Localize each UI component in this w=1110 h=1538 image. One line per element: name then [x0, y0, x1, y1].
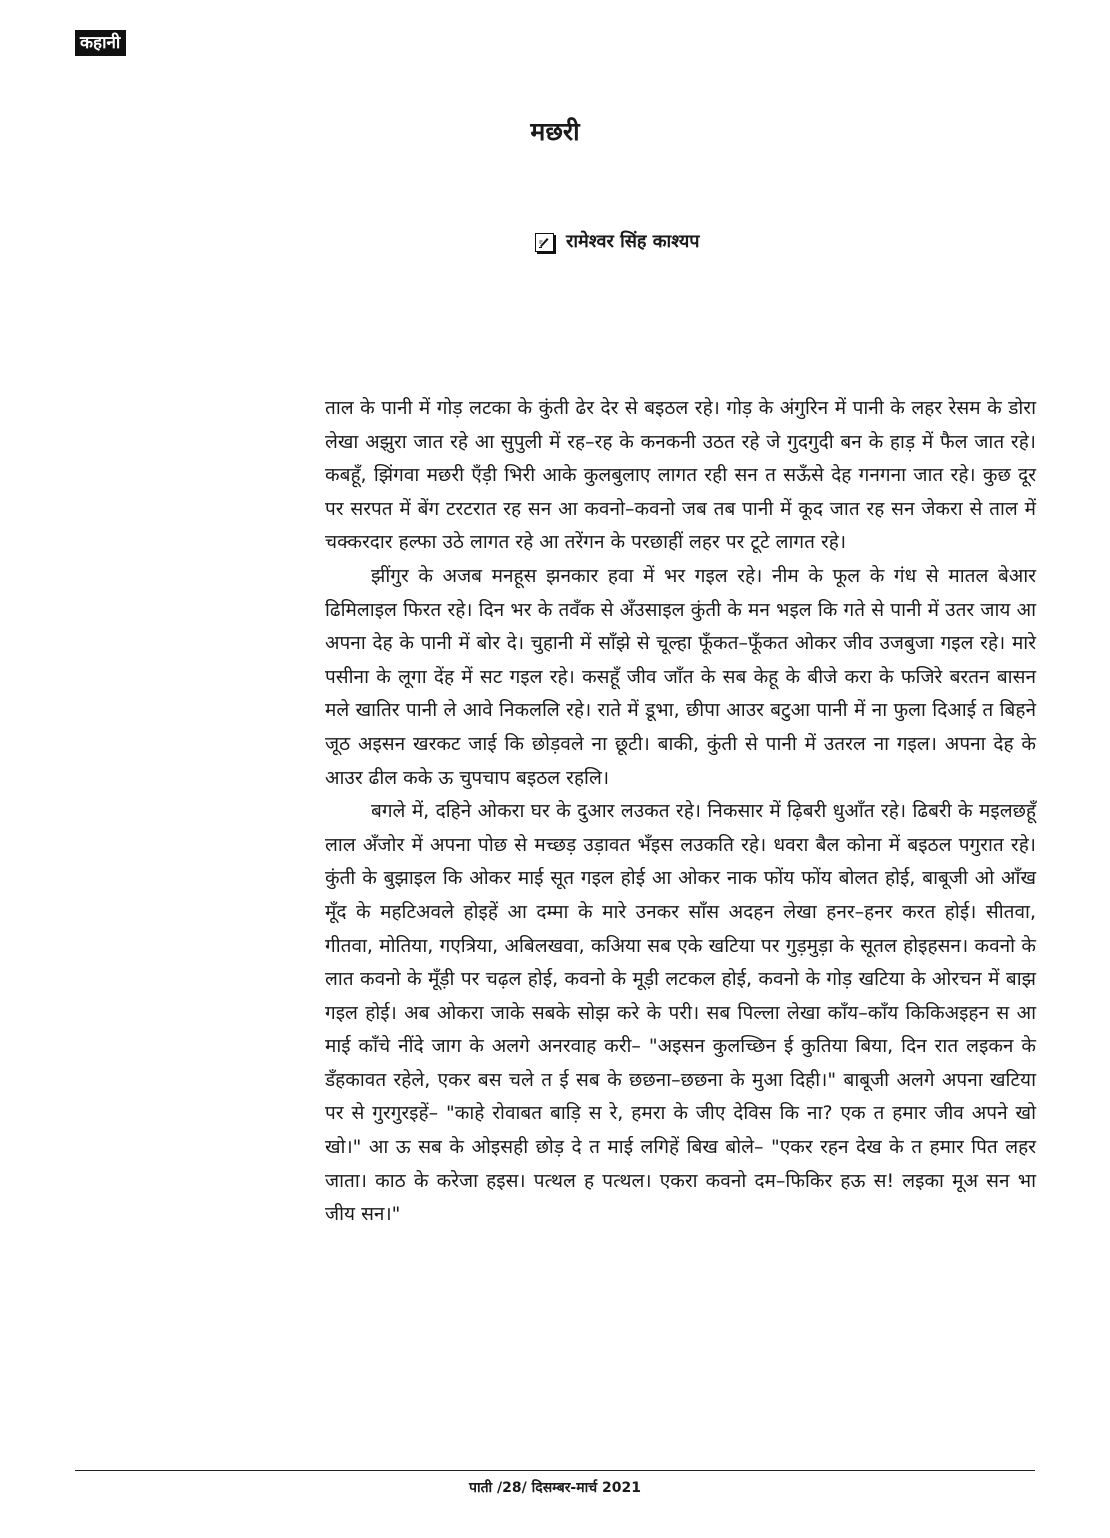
- footer-divider: [75, 1470, 1035, 1471]
- pen-on-paper-icon: [535, 233, 554, 252]
- story-paragraph: ताल के पानी में गोड़ लटका के कुंती ढेर देर से बइठल रहे। गोड़ के अंगुरिन में पानी के लहर रेसम के डोरा लेखा अझुरा जात रहे आ सुपुली में रह–रह के कनकनी उठत रहे जे गुदगुदी बन के हाड़ में फैल जात रहे। कबहूँ, झिंगवा मछरी एँड़ी भिरी आके कुलबुलाए लागत रही सन त सऊँसे देह गनगना जात रहे। कुछ दूर पर सरपत में बेंग टरटरात रह सन आ कवनो–कवनो जब तब पानी में कूद जात रह सन जेकरा से ताल में चक्करदार हल्फा उठे लागत रहे आ तरेंगन के परछाहीं लहर पर टूटे लागत रहे।: [325, 397, 1036, 554]
- story-body: [325, 392, 1036, 1232]
- author-name: रामेश्वर सिंह काश्यप: [566, 231, 700, 252]
- page-folio: पाती /28/ दिसम्बर-मार्च 2021: [469, 1480, 641, 1496]
- byline: [535, 228, 700, 256]
- story-paragraph: झींगुर के अजब मनहूस झनकार हवा में भर गइल रहे। नीम के फूल के गंध से मातल बेआर ढिमिलाइल फिरत रहे। दिन भर के तवँक से अँउसाइल कुंती के मन भइल कि गते से पानी में उतर जाय आ अपना देह के पानी में बोर दे। चुहानी में साँझे से चूल्हा फूँकत–फूँकत ओकर जीव उजबुजा गइल रहे। मारे पसीना के लूगा देंह में सट गइल रहे। कसहूँ जीव जाँत के सब केहू के बीजे करा के फजिरे बरतन बासन मले खातिर पानी ले आवे निकललि रहे। राते में डूभा, छीपा आउर बटुआ पानी में ना फुला दिआई त बिहने जूठ अइसन खरकट जाई कि छोड़वले ना छूटी। बाकी, कुंती से पानी में उतरल ना गइल। अपना देह के आउर ढील कके ऊ चुपचाप बइठल रहलि।: [325, 564, 1036, 789]
- story-paragraph: बगले में, दहिने ओकरा घर के दुआर लउकत रहे। निकसार में ढ़िबरी धुआँत रहे। ढिबरी के मइलछहूँ लाल अँजोर में अपना पोछ से मच्छड़ उड़ावत भँइस लउकति रहे। धवरा बैल कोना में बइठल पगुरात रहे। कुंती के बुझाइल कि ओकर माई सूत गइल होई आ ओकर नाक फोंय फोंय बोलत होई, बाबूजी ओ आँख मूँद के महटिअवले होइहें आ दम्मा के मारे उनकर साँस अदहन लेखा हनर–हनर करत होई। सीतवा, गीतवा, मोतिया, गएत्रिया, अबिलखवा, कअिया सब एके खटिया पर गुड़मुड़ा के सूतल होइहसन। कवनो के लात कवनो के मूँड़ी पर चढ़ल होई, कवनो के मूड़ी लटकल होई, कवनो के गोड़ खटिया के ओरचन में बाझ गइल होई। अब ओकरा जाके सबके सोझ करे के परी। सब पिल्ला लेखा काँय–काँय किकिअइहन स आ माई काँचे नींदे जाग के अलगे अनरवाह करी– "अइसन कुलच्छिन ई कुतिया बिया, दिन रात लइकन के डँहकावत रहेले, एकर बस चले त ई सब के छछना–छछना के मुआ दिही।" बाबूजी अलगे अपना खटिया पर से गुरगुरइहें– "काहे रोवाबत बाड़ि स रे, हमरा के जीए देविस कि ना? एक त हमार जीव अपने खो खो।" आ ऊ सब के ओइसही छोड़ दे त माई लगिहें बिख बोले– "एकर रहन देख के त हमार पित लहर जाता। काठ के करेजा हइस। पत्थल ह पत्थल। एकरा कवनो दम–फिकिर हऊ स! लइका मूअ सन भा जीय सन।": [325, 800, 1036, 1226]
- section-tag: कहानी: [75, 30, 126, 56]
- story-title: मछरी: [530, 117, 580, 146]
